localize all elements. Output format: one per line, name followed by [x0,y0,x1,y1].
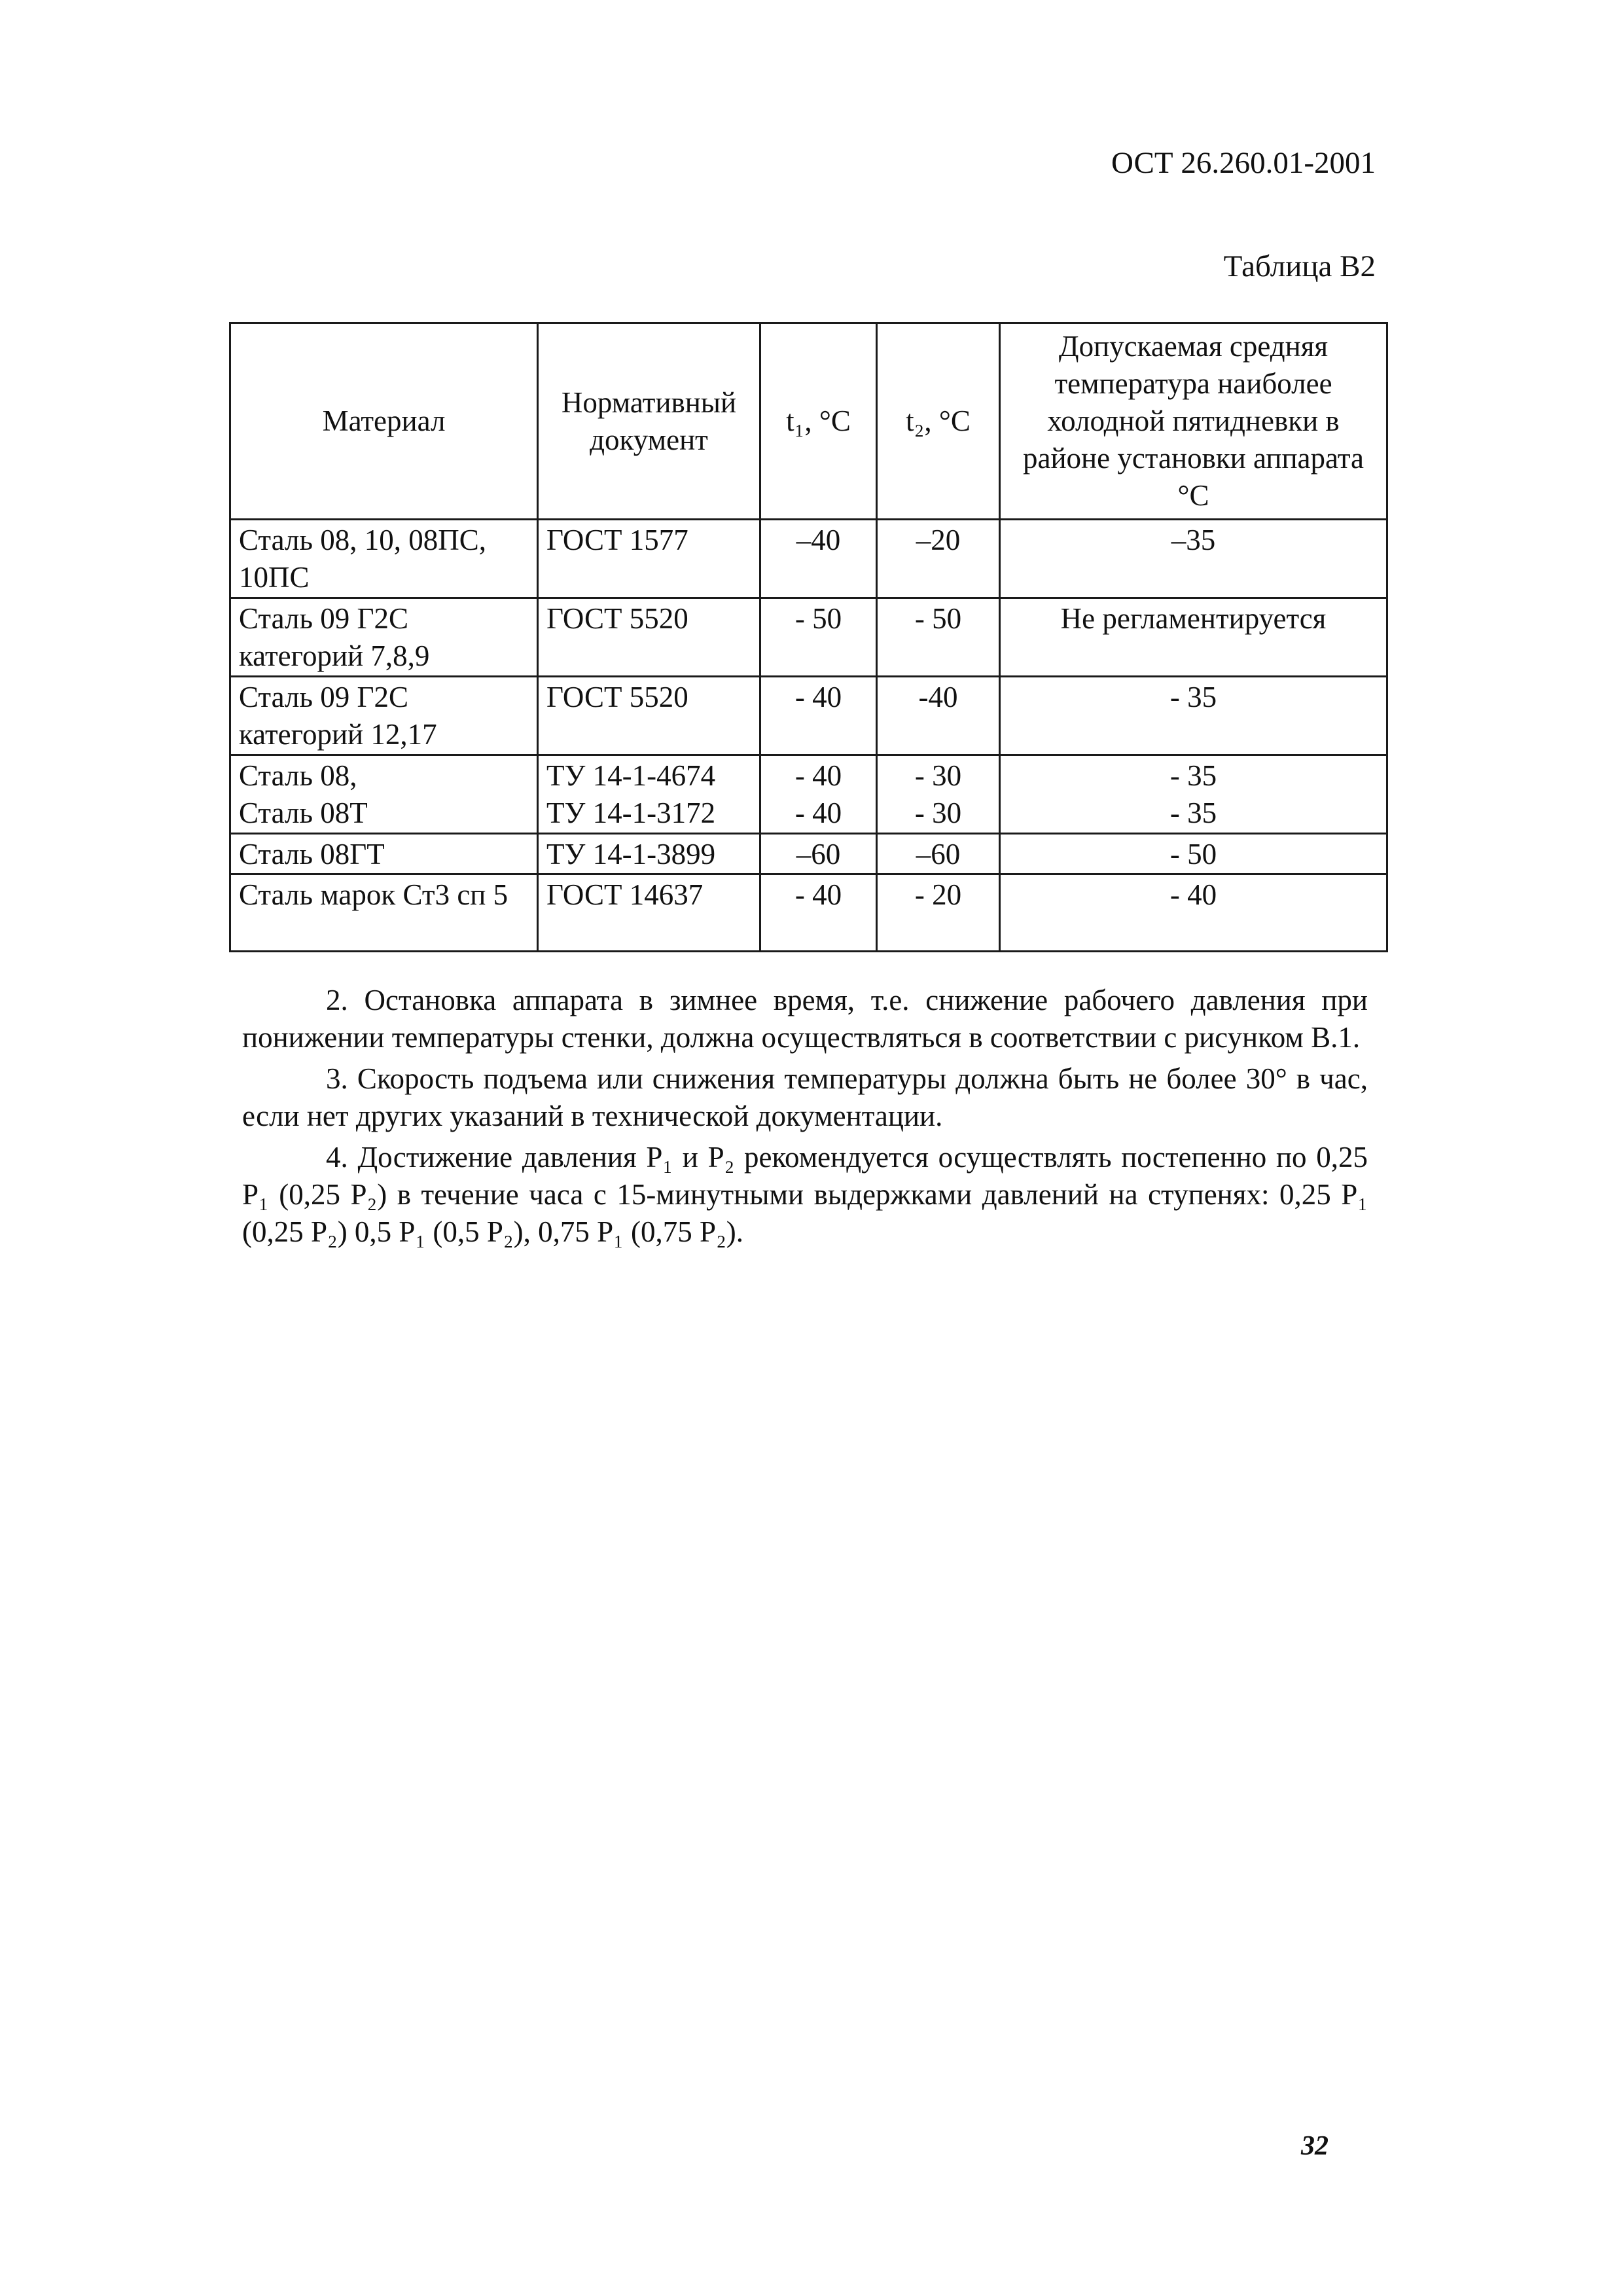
cell-material-line: Сталь 08, [239,759,357,792]
document-code: ОСТ 26.260.01-2001 [1111,146,1376,180]
table-row [230,677,1387,755]
cell-document [538,755,760,834]
paragraph-2: 2. Остановка аппарата в зимнее время, т.е. снижение рабочего давления при понижении температуры стенки, должна осуществляться в соответствии с рисунком В.1. [242,984,1368,1054]
cell-allowed: - 50 [1000,834,1387,874]
cell-t1: –60 [760,834,877,874]
paragraph-4: 4. Достижение давления P₁ и P₂ рекомендуется осуществлять постепенно по 0,25 P₁ (0,25 P₂) в течение часа с 15-минутными выдержками давлений на ступенях: 0,25 P₁ (0,25 P₂) 0,5 P₁ (0,5 P₂), 0,75 P₁ (0,75 P₂). [242,1141,1368,1248]
cell-t2: -40 [877,677,1000,755]
header-material: Материал [230,323,538,520]
cell-material: Сталь 09 Г2С категорий 12,17 [230,677,538,755]
cell-t1: - 40 [760,874,877,952]
cell-t1-line: - 40 [794,759,842,792]
materials-table [229,322,1388,952]
cell-t2: –60 [877,834,1000,874]
cell-document: ГОСТ 5520 [538,598,760,677]
cell-t2: –20 [877,520,1000,598]
cell-document: ТУ 14-1-3899 [538,834,760,874]
page-number: 32 [1301,2131,1329,2161]
cell-document: ГОСТ 5520 [538,677,760,755]
cell-t1 [760,755,877,834]
cell-allowed [1000,755,1387,834]
cell-material: Сталь 09 Г2С категорий 7,8,9 [230,598,538,677]
cell-t1: - 50 [760,598,877,677]
cell-material-line: Сталь 08Т [239,797,368,829]
body-text [242,982,1368,1255]
cell-document-line: ТУ 14-1-3172 [546,797,716,829]
cell-allowed: - 40 [1000,874,1387,952]
cell-material: Сталь 08ГТ [230,834,538,874]
table-caption: Таблица В2 [1223,249,1376,283]
table-header-row [230,323,1387,520]
cell-t2-line: - 30 [914,797,962,829]
header-allowed-temperature: Допускаемая средняя температура наиболее холодной пятидневки в районе установки аппарата °С [1000,323,1387,520]
cell-allowed-line: - 35 [1169,759,1217,792]
table-row [230,874,1387,952]
cell-t2: - 50 [877,598,1000,677]
cell-allowed: - 35 [1000,677,1387,755]
header-t2: t₂, °С [877,323,1000,520]
cell-document: ГОСТ 1577 [538,520,760,598]
header-t1: t₁, °С [760,323,877,520]
cell-t1: - 40 [760,677,877,755]
table-row [230,520,1387,598]
cell-allowed: Не регламентируется [1000,598,1387,677]
header-normative-document: Нормативный документ [538,323,760,520]
cell-material [230,755,538,834]
cell-t1-line: - 40 [794,797,842,829]
cell-t2 [877,755,1000,834]
cell-t2-line: - 30 [914,759,962,792]
cell-material: Сталь марок Ст3 сп 5 [230,874,538,952]
table-row [230,598,1387,677]
cell-document: ГОСТ 14637 [538,874,760,952]
paragraph-3: 3. Скорость подъема или снижения температуры должна быть не более 30° в час, если нет других указаний в технической документации. [242,1062,1368,1132]
cell-allowed-line: - 35 [1169,797,1217,829]
cell-document-line: ТУ 14-1-4674 [546,759,716,792]
cell-allowed: –35 [1000,520,1387,598]
cell-t1: –40 [760,520,877,598]
table-row [230,834,1387,874]
cell-material: Сталь 08, 10, 08ПС, 10ПС [230,520,538,598]
cell-t2: - 20 [877,874,1000,952]
table-row [230,755,1387,834]
